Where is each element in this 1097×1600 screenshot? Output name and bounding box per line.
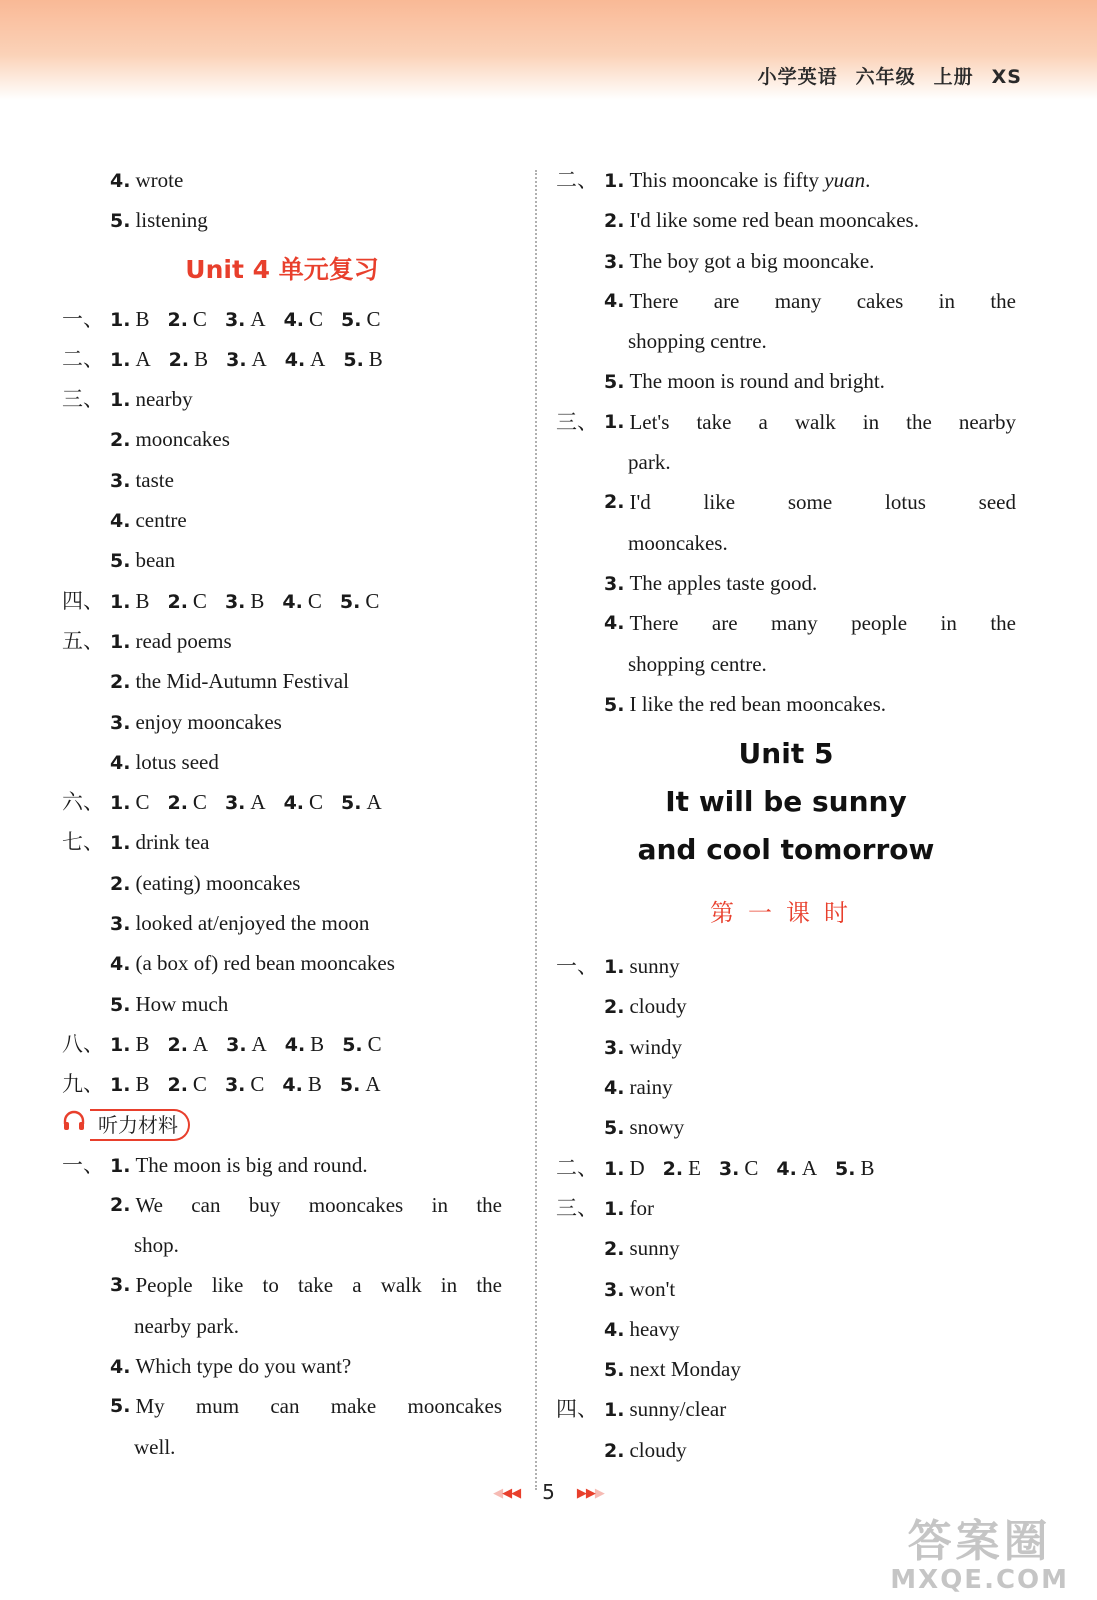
- answer-line: 3. looked at/enjoyed the moon: [110, 911, 370, 936]
- answer-line: 4. There are many people in the: [604, 611, 1016, 636]
- answer-line: 5. How much: [110, 991, 229, 1016]
- answer-line: 4. There are many cakes in the: [604, 288, 1016, 313]
- header-grade: 六年级: [855, 66, 916, 88]
- section-marker: 六、: [62, 790, 104, 815]
- column-divider: [535, 170, 537, 1490]
- answer-line: 4. heavy: [604, 1316, 680, 1341]
- answer-row: 九、 1. B 2. C 3. C 4. B 5. A: [62, 1064, 502, 1104]
- answer-line: 3. The boy got a big mooncake.: [604, 248, 875, 273]
- section-marker: 四、: [556, 1397, 598, 1422]
- answer-line: 4. rainy: [604, 1075, 673, 1100]
- section-marker: 三、: [556, 409, 598, 434]
- answer-line: 5. snowy: [604, 1115, 685, 1140]
- page-footer: [0, 1480, 1097, 1504]
- answer-line: 2. I'd like some red bean mooncakes.: [604, 208, 919, 233]
- answer-line: 三、 1. nearby: [62, 379, 502, 419]
- answer-line: 二、 1. This mooncake is fifty yuan.: [556, 160, 1016, 200]
- answer-line-continued: shop.: [134, 1233, 179, 1258]
- answer-line: 4. Which type do you want?: [110, 1354, 352, 1379]
- answer-line: 2. (eating) mooncakes: [110, 870, 301, 895]
- answer-row: 六、 1. C 2. C 3. A 4. C 5. A: [62, 782, 502, 822]
- answer-line: 2. cloudy: [604, 1437, 687, 1462]
- answer-line: 2. the Mid-Autumn Festival: [110, 669, 349, 694]
- answer-line: 三、 1. Let's take a walk in the nearby: [556, 402, 1016, 442]
- header-edition: XS: [991, 66, 1022, 88]
- answer-line: 5. listening: [110, 208, 208, 233]
- headphone-icon: [62, 1105, 86, 1145]
- answer-line: 2. I'd like some lotus seed: [604, 490, 1016, 515]
- answer-line: 3. enjoy mooncakes: [110, 709, 282, 734]
- answer-line: 一、 1. sunny: [556, 946, 1016, 986]
- unit-title: [556, 730, 1016, 874]
- answer-line: 4. centre: [110, 508, 187, 533]
- answer-line: 5. next Monday: [604, 1357, 741, 1382]
- answer-line: 一、 1. The moon is big and round.: [62, 1145, 502, 1185]
- header-subject: 小学英语: [757, 66, 838, 88]
- answer-line: 四、 1. sunny/clear: [556, 1389, 1016, 1429]
- answer-line: 3. windy: [604, 1034, 682, 1059]
- answer-line: 4. wrote: [110, 168, 184, 192]
- answer-line-continued: mooncakes.: [628, 530, 728, 555]
- unit-name-line1: It will be sunny: [665, 785, 907, 819]
- answer-row: 四、 1. B 2. C 3. B 4. C 5. C: [62, 581, 502, 621]
- answer-line: 三、 1. for: [556, 1188, 1016, 1228]
- answer-line: 3. won't: [604, 1276, 676, 1301]
- section-marker: 三、: [556, 1195, 598, 1220]
- unit-name-line2: and cool tomorrow: [637, 833, 935, 867]
- answer-line: 2. cloudy: [604, 994, 687, 1019]
- answer-line: 5. My mum can make mooncakes: [110, 1394, 502, 1419]
- answer-line: 五、 1. read poems: [62, 621, 502, 661]
- answer-line: 2. mooncakes: [110, 427, 230, 452]
- answer-line: 3. People like to take a walk in the: [110, 1273, 502, 1298]
- answer-line-continued: shopping centre.: [628, 651, 767, 676]
- section-marker: 二、: [556, 168, 598, 192]
- section-marker: 一、: [62, 1152, 104, 1177]
- answer-line: 4. lotus seed: [110, 749, 219, 774]
- answer-line: 5. bean: [110, 548, 176, 573]
- right-arrows-icon: ▶▶▶: [576, 1486, 604, 1501]
- section-marker: 五、: [62, 628, 104, 653]
- answer-row: 二、 1. D 2. E 3. C 4. A 5. B: [556, 1148, 1016, 1188]
- answer-line: 5. The moon is round and bright.: [604, 369, 885, 394]
- header-term: 上册: [933, 66, 974, 88]
- answer-row: 二、 1. A 2. B 3. A 4. A 5. B: [62, 339, 502, 379]
- answer-line: 2. sunny: [604, 1236, 680, 1261]
- answer-row: 八、 1. B 2. A 3. A 4. B 5. C: [62, 1024, 502, 1064]
- answer-line: 2. We can buy mooncakes in the: [110, 1192, 502, 1217]
- left-arrows-icon: ◀◀◀: [493, 1486, 521, 1501]
- answer-line: 七、 1. drink tea: [62, 822, 502, 862]
- answer-line-continued: well.: [134, 1434, 176, 1459]
- listening-material-tag: [62, 1105, 502, 1145]
- section-marker: 一、: [62, 306, 104, 331]
- watermark: 答案圈 MXQE.COM: [890, 1516, 1069, 1595]
- answer-line: 4. (a box of) red bean mooncakes: [110, 951, 395, 976]
- section-marker: 四、: [62, 588, 104, 613]
- unit-number: Unit 5: [738, 737, 834, 771]
- section-marker: 二、: [556, 1155, 598, 1180]
- page-number: 5: [542, 1480, 555, 1504]
- section-marker: 七、: [62, 830, 104, 855]
- listening-label: 听力材料: [90, 1109, 190, 1141]
- answer-line-continued: shopping centre.: [628, 329, 767, 354]
- section-marker: 九、: [62, 1072, 104, 1097]
- section-title: Unit 4 单元复习: [185, 254, 379, 284]
- answer-line: 3. The apples taste good.: [604, 570, 818, 595]
- right-column: [556, 160, 1016, 1470]
- answer-line: 5. I like the red bean mooncakes.: [604, 691, 887, 716]
- lesson-title: 第一课时: [710, 899, 862, 928]
- section-marker: 八、: [62, 1031, 104, 1056]
- section-marker: 一、: [556, 954, 598, 979]
- answer-line-continued: park.: [628, 450, 671, 475]
- answer-line: 3. taste: [110, 467, 174, 492]
- answer-row: 一、 1. B 2. C 3. A 4. C 5. C: [62, 299, 502, 339]
- answer-line-continued: nearby park.: [134, 1313, 239, 1338]
- book-header: [740, 62, 1022, 89]
- left-column: [62, 160, 502, 1467]
- section-marker: 二、: [62, 346, 104, 371]
- section-marker: 三、: [62, 387, 104, 412]
